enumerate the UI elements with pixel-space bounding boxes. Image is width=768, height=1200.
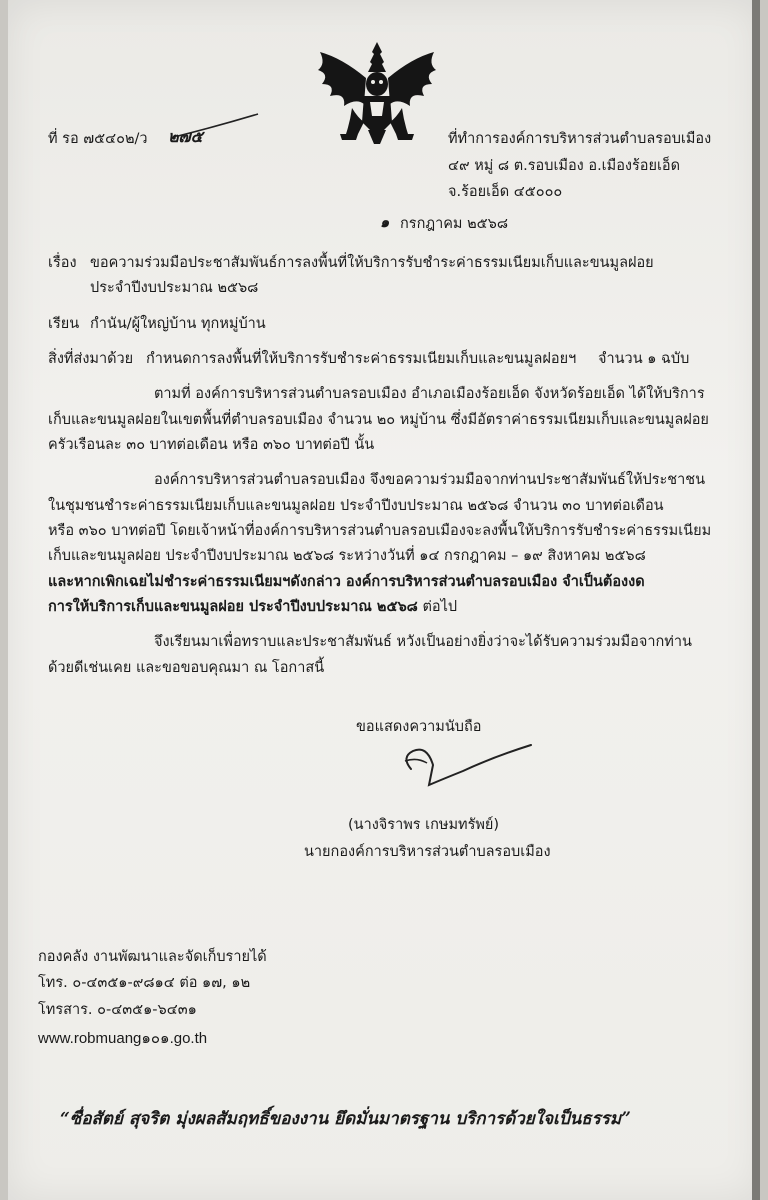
signer-name: (นางจิราพร เกษมทรัพย์) <box>348 817 500 833</box>
para1-line2: เก็บและขนมูลฝอยในเขตพื้นที่ตำบลรอบเมือง จำนวน ๒๐ หมู่บ้าน ซึ่งมีอัตราค่าธรรมเนียมเก็บและขนมูลฝอย <box>48 412 709 428</box>
para2-line5-bold: และหากเพิกเฉยไม่ชำระค่าธรรมเนียมฯดังกล่าว องค์การบริหารส่วนตำบลรอบเมือง จำเป็นต้องงด <box>48 574 645 590</box>
contact-department: กองคลัง งานพัฒนาและจัดเก็บรายได้ <box>38 949 267 965</box>
para1-line3: ครัวเรือนละ ๓๐ บาทต่อเดือน หรือ ๓๖๐ บาทต่อปี นั้น <box>48 437 375 453</box>
reference-pen-stroke <box>148 112 268 152</box>
reference-number: ที่ รอ ๗๕๔๐๒/ว <box>48 131 148 147</box>
signer-position: นายกองค์การบริหารส่วนตำบลรอบเมือง <box>304 844 551 860</box>
para2-line4: เก็บและขนมูลฝอย ประจำปีงบประมาณ ๒๕๖๘ ระหว่างวันที่ ๑๔ กรกฎาคม – ๑๙ สิงหาคม ๒๕๖๘ <box>48 548 646 564</box>
subject-line1: ขอความร่วมมือประชาสัมพันธ์การลงพื้นที่ให้บริการรับชำระค่าธรรมเนียมเก็บและขนมูลฝอย <box>90 255 654 271</box>
subject-line2: ประจำปีงบประมาณ ๒๕๖๘ <box>90 280 259 296</box>
contact-website-link[interactable]: www.robmuang๑๐๑.go.th <box>38 1030 208 1047</box>
contact-phone: โทร. ๐-๔๓๕๑-๙๘๑๔ ต่อ ๑๗, ๑๒ <box>38 975 251 991</box>
para2-line6-bold: การให้บริการเก็บและขนมูลฝอย ประจำปีงบประมาณ ๒๕๖๘ <box>48 599 418 615</box>
subject-label: เรื่อง <box>48 255 77 271</box>
paper-edge-shadow <box>752 0 760 1200</box>
para1-line1: ตามที่ องค์การบริหารส่วนตำบลรอบเมือง อำเภอเมืองร้อยเอ็ด จังหวัดร้อยเอ็ด ได้ให้บริการ <box>154 386 705 402</box>
enclosure-label: สิ่งที่ส่งมาด้วย <box>48 351 134 367</box>
para2-line2: ในชุมชนชำระค่าธรรมเนียมเก็บและขนมูลฝอย ประจำปีงบประมาณ ๒๕๖๘ จำนวน ๓๐ บาทต่อเดือน <box>48 498 664 514</box>
office-address-line1: ที่ทำการองค์การบริหารส่วนตำบลรอบเมือง <box>448 131 712 147</box>
organization-motto: “ซื่อสัตย์ สุจริต มุ่งผลสัมฤทธิ์ของงาน ยึดมั่นมาตรฐาน บริการด้วยใจเป็นธรรม” <box>60 1109 631 1129</box>
para2-line1: องค์การบริหารส่วนตำบลรอบเมือง จึงขอความร่วมมือจากท่านประชาสัมพันธ์ให้ประชาชน <box>154 472 706 488</box>
letter-paper <box>8 0 760 1200</box>
date-text: กรกฎาคม ๒๕๖๘ <box>400 216 509 232</box>
to-label: เรียน <box>48 316 80 332</box>
para3-line2: ด้วยดีเช่นเคย และขอขอบคุณมา ณ โอกาสนี้ <box>48 660 325 676</box>
date-day-handwritten: ๑ <box>380 215 390 231</box>
para3-line1: จึงเรียนมาเพื่อทราบและประชาสัมพันธ์ หวังเป็นอย่างยิ่งว่าจะได้รับความร่วมมือจากท่าน <box>154 634 692 650</box>
reference-handwritten: ๒๗๕ <box>168 127 203 146</box>
closing-regards: ขอแสดงความนับถือ <box>356 719 482 735</box>
to-recipient: กำนัน/ผู้ใหญ่บ้าน ทุกหมู่บ้าน <box>90 316 266 332</box>
garuda-emblem-icon <box>312 38 442 148</box>
office-address-line3: จ.ร้อยเอ็ด ๔๕๐๐๐ <box>448 184 563 200</box>
enclosure-text: กำหนดการลงพื้นที่ให้บริการรับชำระค่าธรรมเนียมเก็บและขนมูลฝอยฯ <box>146 351 577 367</box>
para2-line3: หรือ ๓๖๐ บาทต่อปี โดยเจ้าหน้าที่องค์การบริหารส่วนตำบลรอบเมืองจะลงพื้นให้บริการรับชำระค่าธรรมเนียม <box>48 523 712 539</box>
para2-line6-rest: ต่อไป <box>422 599 458 615</box>
office-address-line2: ๔๙ หมู่ ๘ ต.รอบเมือง อ.เมืองร้อยเอ็ด <box>448 158 681 174</box>
contact-fax: โทรสาร. ๐-๔๓๕๑-๖๔๓๑ <box>38 1002 197 1018</box>
signature-icon <box>393 735 538 795</box>
para2-line6 <box>48 597 457 617</box>
enclosure-count: จำนวน ๑ ฉบับ <box>598 351 690 367</box>
